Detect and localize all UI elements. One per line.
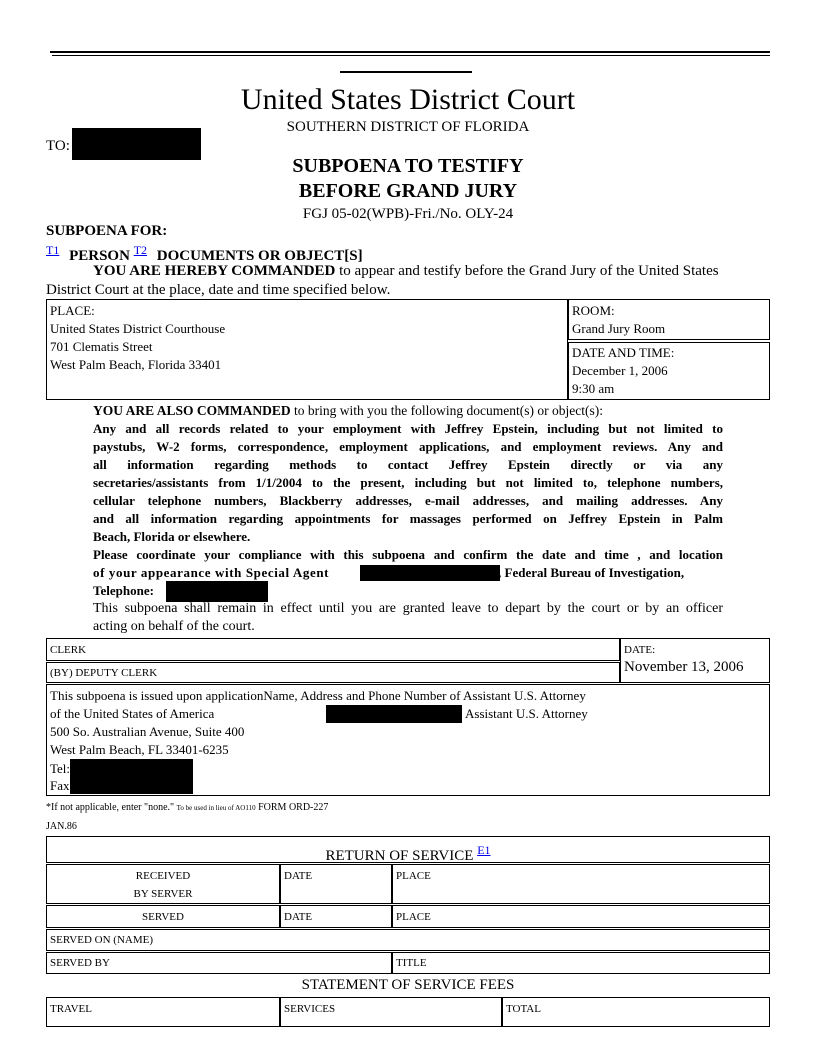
by-server-label: BY SERVER [133, 888, 193, 900]
served-on-cell [46, 929, 770, 951]
served-label: SERVED [142, 911, 184, 923]
clerk-date-label: DATE: [624, 644, 656, 656]
short-rule [340, 71, 472, 73]
redacted-ausa-name [326, 705, 462, 723]
top-rule-2 [52, 55, 770, 56]
redacted-telephone [166, 581, 268, 602]
issued-line-4: West Palm Beach, FL 33401-6235 [50, 742, 229, 757]
records-line-3: all information regarding methods to contact Jeffrey Epstein directly or via any [93, 457, 723, 472]
return-title-row [46, 840, 770, 866]
redacted-agent [360, 565, 500, 581]
fees-title: STATEMENT OF SERVICE FEES [301, 977, 515, 993]
command-line-2: District Court at the place, date and time specified below. [46, 282, 391, 298]
records-line-7: Beach, Florida or elsewhere. [93, 529, 251, 544]
place-label: PLACE: [50, 303, 95, 318]
coordinate-line-1: Please coordinate your compliance with this subpoena and confirm the date and time , and location [93, 547, 723, 562]
documents-option: DOCUMENTS OR OBJECT[S] [156, 248, 363, 264]
clerk-date-value: November 13, 2006 [624, 659, 744, 675]
person-option: PERSON [69, 248, 130, 264]
fax-label: Fax [50, 778, 70, 793]
records-line-4: secretaries/assistants from 1/1/2004 to the present, including but not limited to, telephone numbers, [93, 475, 723, 490]
total-cell [502, 997, 770, 1027]
records-line-1: Any and all records related to your employment with Jeffrey Epstein, including but not limited to [93, 421, 723, 436]
room-label: ROOM: [572, 303, 615, 318]
services-label: SERVICES [284, 1003, 336, 1015]
tel-label: Tel: [50, 761, 71, 776]
subpoena-for-label: SUBPOENA FOR: [46, 223, 168, 239]
place-line-1: United States District Courthouse [50, 321, 226, 336]
command-line-1 [93, 262, 771, 280]
served-on-label: SERVED ON (NAME) [50, 934, 154, 946]
lieu-note: To be used in lieu of AO110 [176, 804, 256, 812]
issued-line-3: 500 So. Australian Avenue, Suite 400 [50, 724, 245, 739]
t1-link[interactable]: T1 [46, 243, 60, 257]
title-cell [392, 952, 770, 974]
court-title: United States District Court [240, 83, 576, 116]
received-place-label: PLACE [396, 870, 431, 882]
form-date: JAN.86 [46, 821, 77, 832]
return-title: RETURN OF SERVICE [325, 848, 474, 864]
not-applicable-note: *If not applicable, enter "none." [46, 802, 175, 813]
records-line-5: cellular telephone numbers, Blackberry addresses, e-mail addresses, and mailing addresses. Any [93, 493, 723, 508]
served-place-cell [392, 905, 770, 928]
travel-label: TRAVEL [50, 1003, 92, 1015]
records-line-6: and all information regarding appointments for massages performed on Jeffrey Epstein in Palm [93, 511, 723, 526]
served-by-label: SERVED BY [50, 957, 110, 969]
issued-line-2: of the United States of America [50, 706, 215, 721]
issued-line-1: This subpoena is issued upon applicationName, Address and Phone Number of Assistant U.S. Attorney [50, 688, 586, 703]
clerk-box [46, 638, 620, 661]
to-label: TO: [46, 138, 70, 154]
place-line-3: West Palm Beach, Florida 33401 [50, 357, 222, 372]
datetime-date: December 1, 2006 [572, 363, 668, 378]
received-place-cell [392, 864, 770, 904]
also-commanded [93, 402, 603, 420]
redacted-phone-fax [70, 759, 193, 794]
coordinate-line-2b: , Federal Bureau of Investigation, [498, 565, 685, 580]
served-date-label: DATE [284, 911, 313, 923]
title-label: TITLE [396, 957, 427, 969]
command-bold: YOU ARE HEREBY COMMANDED [93, 263, 336, 279]
form-number: FORM ORD-227 [258, 802, 329, 813]
records-line-2: paystubs, W-2 forms, correspondence, employment applications, and employment reviews. Any and [93, 439, 723, 454]
top-rule [50, 51, 770, 53]
form-footer-line [46, 801, 328, 815]
room-value: Grand Jury Room [572, 321, 666, 336]
total-label: TOTAL [506, 1003, 541, 1015]
subpoena-title-1: SUBPOENA TO TESTIFY [292, 155, 524, 177]
datetime-label: DATE AND TIME: [572, 345, 675, 360]
ausa-title: Assistant U.S. Attorney [465, 706, 588, 721]
received-label: RECEIVED [135, 870, 191, 882]
effect-line-1: This subpoena shall remain in effect until you are granted leave to depart by the court or by an officer [93, 601, 723, 616]
district-name: SOUTHERN DISTRICT OF FLORIDA [286, 119, 530, 135]
also-bold: YOU ARE ALSO COMMANDED [93, 403, 291, 418]
t2-link[interactable]: T2 [133, 243, 148, 257]
effect-line-2: acting on behalf of the court. [93, 619, 255, 634]
also-rest: to bring with you the following document(s) or object(s): [290, 403, 603, 418]
subpoena-title-2: BEFORE GRAND JURY [298, 180, 518, 202]
served-place-label: PLACE [396, 911, 431, 923]
deputy-clerk-label: (BY) DEPUTY CLERK [50, 667, 158, 679]
command-rest: to appear and testify before the Grand Jury of the United States [335, 263, 719, 279]
received-date-label: DATE [284, 870, 313, 882]
e1-link[interactable]: E1 [477, 843, 491, 857]
case-number: FGJ 05-02(WPB)-Fri./No. OLY-24 [302, 206, 514, 222]
coordinate-line-2a: of your appearance with Special Agent [93, 565, 330, 580]
coordinate-telephone: Telephone: [93, 583, 154, 598]
clerk-label: CLERK [50, 644, 87, 656]
place-line-2: 701 Clematis Street [50, 339, 153, 354]
datetime-time: 9:30 am [572, 381, 615, 396]
